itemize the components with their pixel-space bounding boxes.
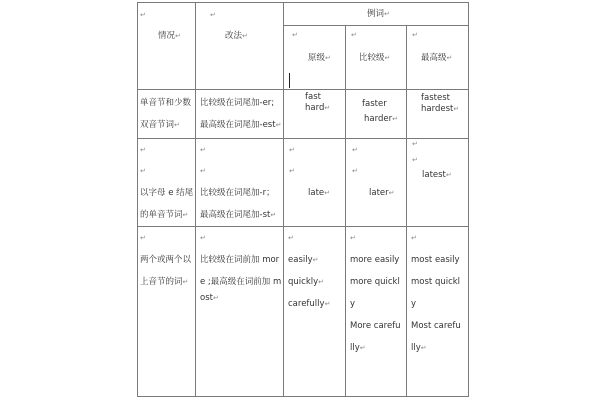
row3-superlative-line: lly↵ — [411, 343, 427, 353]
column-divider — [406, 25, 407, 397]
row3-change-line: 比较级在词前加 mor — [200, 255, 280, 265]
row2-situation-line: 的单音节词↵ — [140, 210, 189, 220]
row3-superlative-line: most easily — [411, 255, 460, 265]
row3-comparative-line: more quickl — [350, 277, 400, 287]
row1-change-line: 最高级在词尾加-est↵ — [200, 120, 282, 130]
row1-situation-line: 双音节词↵ — [140, 120, 180, 130]
paragraph-mark: ↵ — [412, 156, 418, 164]
row1-positive-line: hard↵ — [305, 103, 331, 113]
paragraph-mark: ↵ — [140, 11, 146, 19]
text-cursor — [289, 73, 290, 88]
row3-comparative-line: More carefu — [350, 321, 401, 331]
paragraph-mark: ↵ — [140, 167, 146, 175]
row3-positive-line: carefully↵ — [288, 299, 331, 309]
header-subdivider — [283, 25, 469, 26]
column-divider — [345, 25, 346, 397]
paragraph-mark: ↵ — [352, 167, 358, 175]
row1-comparative-line: harder↵ — [364, 114, 398, 124]
table-left-border — [137, 2, 138, 397]
row2-situation-line: 以字母 e 结尾 — [140, 188, 194, 198]
paragraph-mark: ↵ — [412, 140, 418, 148]
paragraph-mark: ↵ — [200, 234, 206, 242]
row3-positive-line: quickly↵ — [288, 277, 325, 287]
column-divider — [195, 2, 196, 397]
paragraph-mark: ↵ — [412, 31, 418, 39]
header-superlative: 最高级↵ — [421, 53, 453, 63]
row1-superlative-line: fastest — [421, 93, 450, 103]
row3-situation-line: 两个或两个以 — [140, 255, 192, 265]
row-divider — [137, 138, 469, 139]
paragraph-mark: ↵ — [200, 146, 206, 154]
row3-comparative-line: more easily — [350, 255, 400, 265]
row3-comparative-line: lly↵ — [350, 343, 366, 353]
row-divider — [137, 226, 469, 227]
row-divider — [137, 89, 469, 90]
paragraph-mark: ↵ — [140, 234, 146, 242]
row3-situation-line: 上音节的词↵ — [140, 277, 189, 287]
row2-comparative: later↵ — [369, 188, 395, 198]
row3-change-line: e ;最高级在词前加 m — [200, 277, 282, 287]
paragraph-mark: ↵ — [351, 31, 357, 39]
row1-change-line: 比较级在词尾加-er; — [200, 98, 275, 108]
table-bottom-border — [137, 396, 469, 397]
row3-superlative-line: y — [411, 299, 417, 309]
header-situation: 情况↵ — [158, 31, 181, 41]
header-change: 改法↵ — [225, 31, 248, 41]
paragraph-mark: ↵ — [140, 146, 146, 154]
paragraph-mark: ↵ — [288, 234, 294, 242]
row3-change-line: ost↵ — [200, 293, 219, 303]
row2-change-line: 比较级在词尾加-r； — [200, 188, 275, 198]
row3-positive-line: easily↵ — [288, 255, 319, 265]
header-examples: 例词↵ — [367, 9, 390, 19]
row2-superlative: latest↵ — [422, 170, 452, 180]
paragraph-mark: ↵ — [200, 167, 206, 175]
paragraph-mark: ↵ — [350, 234, 356, 242]
paragraph-mark: ↵ — [292, 31, 298, 39]
row2-positive: late↵ — [308, 188, 331, 198]
row3-superlative-line: Most carefu — [411, 321, 461, 331]
paragraph-mark: ↵ — [411, 234, 417, 242]
header-comparative: 比较级↵ — [359, 53, 391, 63]
row1-superlative-line: hardest↵ — [421, 104, 460, 114]
paragraph-mark: ↵ — [210, 11, 216, 19]
header-positive: 原级↵ — [308, 53, 331, 63]
column-divider — [283, 2, 284, 397]
row3-superlative-line: most quickl — [411, 277, 461, 287]
paragraph-mark: ↵ — [289, 167, 295, 175]
table-right-border — [468, 2, 469, 397]
row2-change-line: 最高级在词尾加-st↵ — [200, 210, 277, 220]
row1-comparative-line: faster — [362, 99, 387, 109]
row1-situation-line: 单音节和少数 — [140, 98, 192, 108]
row3-comparative-line: y — [350, 299, 356, 309]
paragraph-mark: ↵ — [352, 146, 358, 154]
table-top-border — [137, 2, 469, 3]
row1-positive-line: fast — [305, 92, 321, 102]
paragraph-mark: ↵ — [289, 146, 295, 154]
